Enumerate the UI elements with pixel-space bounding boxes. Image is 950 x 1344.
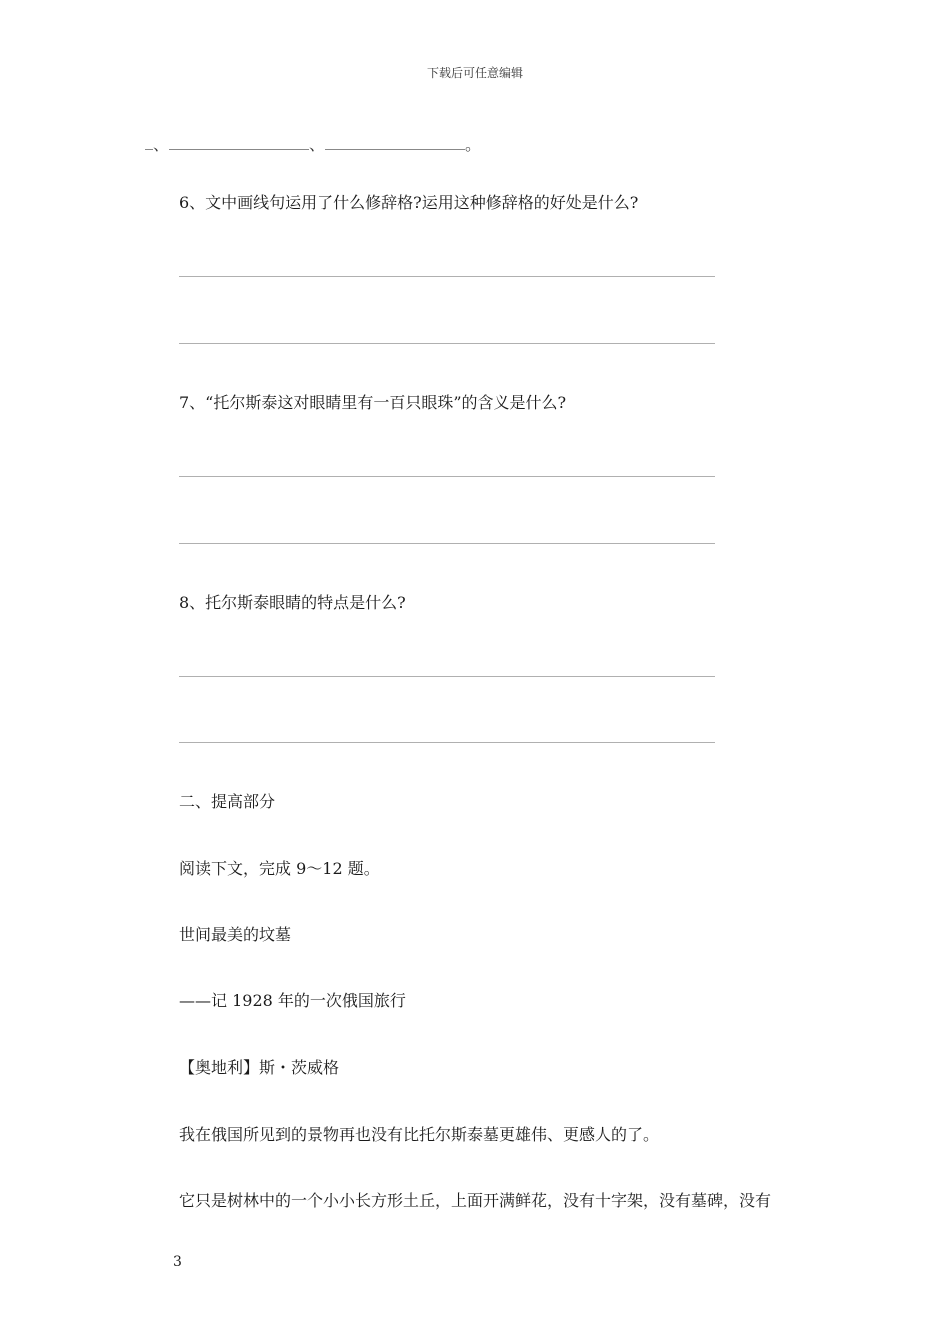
separator: 、 (309, 135, 326, 154)
answer-line[interactable] (179, 742, 715, 743)
article-title: 世间最美的坟墓 (179, 925, 292, 944)
question-7: 7、“托尔斯泰这对眼睛里有一百只眼珠”的含义是什么? (179, 393, 567, 412)
answer-line[interactable] (179, 343, 715, 344)
question-6: 6、文中画线句运用了什么修辞格?运用这种修辞格的好处是什么? (179, 193, 639, 212)
article-author: 【奥地利】斯・茨威格 (179, 1058, 340, 1077)
blank-2[interactable] (169, 139, 309, 150)
section-instruction: 阅读下文，完成 9～12 题。 (179, 859, 380, 878)
question-8: 8、托尔斯泰眼睛的特点是什么? (179, 593, 406, 612)
separator: 、 (153, 135, 170, 154)
blank-3[interactable] (325, 139, 465, 150)
page-header: 下载后可任意编辑 (426, 66, 523, 80)
period: 。 (465, 135, 482, 154)
article-subtitle: ——记 1928 年的一次俄国旅行 (179, 991, 406, 1010)
article-paragraph: 我在俄国所见到的景物再也没有比托尔斯泰墓更雄伟、更感人的了。 (179, 1125, 660, 1144)
answer-line[interactable] (179, 276, 715, 277)
fill-in-blank-line (145, 132, 481, 155)
blank-1[interactable] (145, 139, 153, 150)
article-paragraph: 它只是树林中的一个小小长方形土丘，上面开满鲜花，没有十字架，没有墓碑，没有 (179, 1191, 772, 1210)
page-number: 3 (173, 1254, 182, 1270)
answer-line[interactable] (179, 476, 715, 477)
section-title: 二、提高部分 (179, 792, 276, 811)
answer-line[interactable] (179, 676, 715, 677)
answer-line[interactable] (179, 543, 715, 544)
